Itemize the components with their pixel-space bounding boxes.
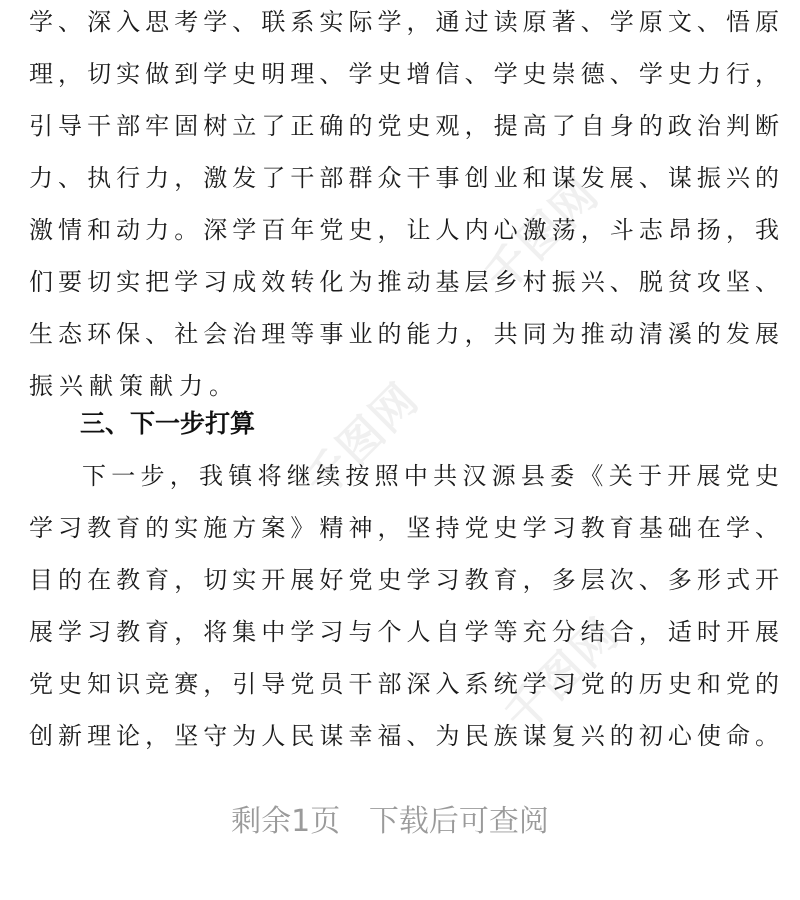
paragraph-line: 激情和动力。深学百年党史，让人内心激荡，斗志昂扬，我 (29, 216, 779, 244)
watermark: 千图网 (475, 168, 610, 303)
paragraph-line: 目的在教育，切实开展好党史学习教育，多层次、多形式开 (29, 566, 779, 594)
watermark: 千图网 (495, 608, 630, 743)
paragraph-line: 党史知识竞赛，引导党员干部深入系统学习党的历史和党的 (29, 670, 779, 698)
section-heading: 三、下一步打算 (80, 409, 256, 438)
remaining-pages-notice[interactable]: 剩余1页 下载后可查阅 (231, 804, 549, 839)
paragraph-line: 生态环保、社会治理等事业的能力，共同为推动清溪的发展 (29, 320, 779, 348)
paragraph-line: 理，切实做到学史明理、学史增信、学史崇德、学史力行， (29, 60, 779, 88)
paragraph-line: 创新理论，坚守为人民谋幸福、为民族谋复兴的初心使命。 (29, 722, 779, 750)
paragraph-continuation (29, 0, 779, 412)
paragraph-line: 下一步，我镇将继续按照中共汉源县委《关于开展党史 (82, 462, 779, 490)
paragraph-line: 展学习教育，将集中学习与个人自学等充分结合，适时开展 (29, 618, 779, 646)
paragraph-line: 振兴献策献力。 (29, 372, 239, 400)
paragraph-line: 学习教育的实施方案》精神，坚持党史学习教育基础在学、 (29, 514, 779, 542)
paragraph-line: 力、执行力，激发了干部群众干事创业和谋发展、谋振兴的 (29, 164, 779, 192)
paragraph-line: 们要切实把学习成效转化为推动基层乡村振兴、脱贫攻坚、 (29, 268, 779, 296)
watermark: 千图网 (295, 373, 430, 508)
paragraph-line: 学、深入思考学、联系实际学，通过读原著、学原文、悟原 (29, 8, 779, 36)
paragraph-next-steps (29, 450, 779, 762)
paragraph-line: 引导干部牢固树立了正确的党史观，提高了自身的政治判断 (29, 112, 779, 140)
